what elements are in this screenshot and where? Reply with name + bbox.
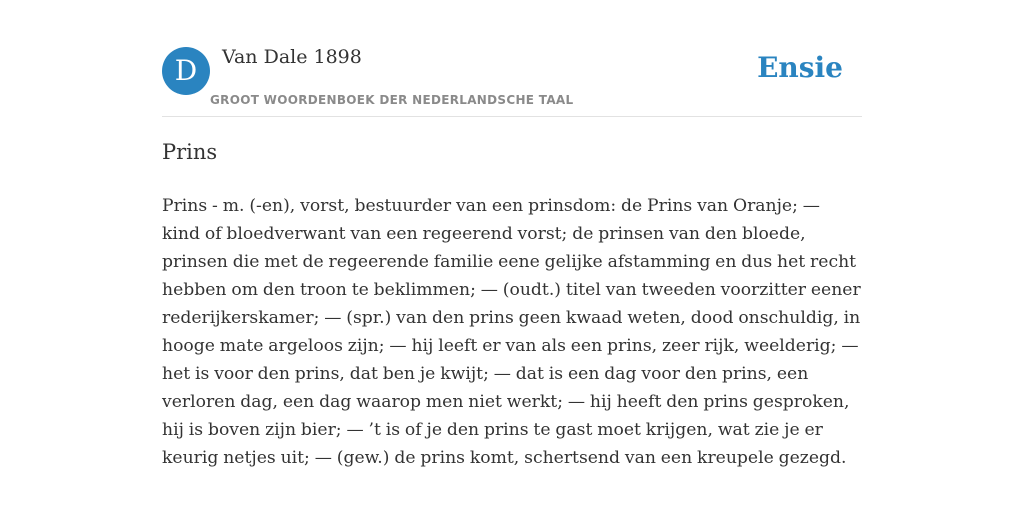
card-header — [162, 0, 862, 117]
source-logo[interactable]: D — [162, 47, 210, 95]
brand-logo[interactable]: Ensie — [757, 51, 843, 84]
dictionary-card — [162, 0, 862, 512]
entry-title: Prins — [162, 140, 218, 164]
entry-definition: Prins - m. (-en), vorst, bestuurder van een prinsdom: de Prins van Oranje; — kind of bloedverwant van een regeerend vorst; de prinsen van den bloede, prinsen die met de regeerende familie eene gelijke afstamming en dus het recht hebben om den troon te beklimmen; — (oudt.) titel van tweeden voorzitter eener rederijkerskamer; — (spr.) van den prins geen kwaad weten, dood onschuldig, in hooge mate argeloos zijn; — hij leeft er van als een prins, zeer rijk, weelderig; — het is voor den prins, dat ben je kwijt; — dat is een dag voor den prins, een verloren dag, een dag waarop men niet werkt; — hij heeft den prins gesproken, hij is boven zijn bier; — ’t is of je den prins te gast moet krijgen, wat zie je er keurig netjes uit; — (gew.) de prins komt, schertsend van een kreupele gezegd. — [162, 196, 861, 468]
source-subtitle: GROOT WOORDENBOEK DER NEDERLANDSCHE TAAL — [210, 93, 574, 107]
source-title[interactable]: Van Dale 1898 — [222, 46, 362, 68]
